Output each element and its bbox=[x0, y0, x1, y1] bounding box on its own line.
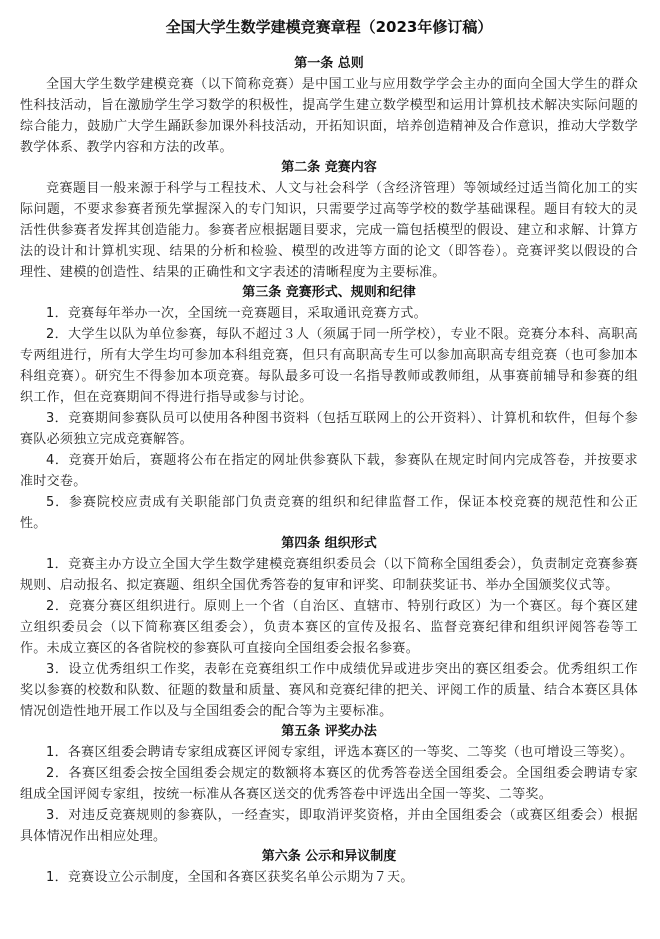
article-paragraph: 2．竞赛分赛区组织进行。原则上一个省（自治区、直辖市、特别行政区）为一个赛区。每个赛区建立组织委员会（以下简称赛区组委会），负责本赛区的宣传及报名、监督竞赛纪律和组织评阅答卷等工作。未成立赛区的各省院校的参赛队可直接向全国组委会报名参赛。 bbox=[20, 599, 638, 656]
article-heading: 第三条 竞赛形式、规则和纪律 bbox=[242, 285, 416, 300]
article-heading: 第一条 总则 bbox=[294, 56, 364, 71]
article-3 bbox=[20, 283, 638, 534]
article-1 bbox=[20, 54, 638, 158]
article-2 bbox=[20, 158, 638, 283]
article-heading: 第四条 组织形式 bbox=[281, 536, 377, 551]
article-4 bbox=[20, 534, 638, 722]
article-paragraph: 1．竞赛主办方设立全国大学生数学建模竞赛组织委员会（以下简称全国组委会），负责制定竞赛参赛规则、启动报名、拟定赛题、组织全国优秀答卷的复审和评奖、印制获奖证书、举办全国颁奖仪式等。 bbox=[20, 557, 638, 593]
article-paragraph: 全国大学生数学建模竞赛（以下简称竞赛）是中国工业与应用数学学会主办的面向全国大学生的群众性科技活动，旨在激励学生学习数学的积极性，提高学生建立数学模型和运用计算机技术解决实际问题的综合能力，鼓励广大学生踊跃参加课外科技活动，开拓知识面，培养创造精神及合作意识，推动大学数学教学体系、教学内容和方法的改革。 bbox=[20, 77, 638, 155]
article-paragraph: 2．大学生以队为单位参赛，每队不超过３人（须属于同一所学校），专业不限。竞赛分本科、高职高专两组进行，所有大学生均可参加本科组竞赛，但只有高职高专生可以参加高职高专组竞赛（也可参加本科组竞赛）。研究生不得参加本项竞赛。每队最多可设一名指导教师或教师组，从事赛前辅导和参赛的组织工作，但在竞赛期间不得进行指导或参与讨论。 bbox=[20, 327, 638, 405]
document-title: 全国大学生数学建模竞赛章程（2023年修订稿） bbox=[165, 18, 493, 36]
article-6 bbox=[20, 847, 638, 888]
article-paragraph: 3．设立优秀组织工作奖，表彰在竞赛组织工作中成绩优异或进步突出的赛区组委会。优秀组织工作奖以参赛的校数和队数、征题的数量和质量、赛风和竞赛纪律的把关、评阅工作的质量、结合本赛区具体情况创造性地开展工作以及与全国组委会的配合等为主要标准。 bbox=[20, 662, 638, 719]
article-paragraph: 5．参赛院校应责成有关职能部门负责竞赛的组织和纪律监督工作，保证本校竞赛的规范性和公正性。 bbox=[20, 495, 638, 531]
article-paragraph: 竞赛题目一般来源于科学与工程技术、人文与社会科学（含经济管理）等领域经过适当简化加工的实际问题，不要求参赛者预先掌握深入的专门知识，只需要学过高等学校的数学基础课程。题目有较大的灵活性供参赛者发挥其创造能力。参赛者应根据题目要求，完成一篇包括模型的假设、建立和求解、计算方法的设计和计算机实现、结果的分析和检验、模型的改进等方面的论文（即答卷）。竞赛评奖以假设的合理性、建模的创造性、结果的正确性和文字表述的清晰程度为主要标准。 bbox=[20, 181, 638, 280]
article-paragraph: 4．竞赛开始后，赛题将公布在指定的网址供参赛队下载，参赛队在规定时间内完成答卷，并按要求准时交卷。 bbox=[20, 453, 638, 489]
article-paragraph: 3．竞赛期间参赛队员可以使用各种图书资料（包括互联网上的公开资料）、计算机和软件，但每个参赛队必须独立完成竞赛解答。 bbox=[20, 411, 638, 447]
article-paragraph: 2．各赛区组委会按全国组委会规定的数额将本赛区的优秀答卷送全国组委会。全国组委会聘请专家组成全国评阅专家组，按统一标准从各赛区送交的优秀答卷中评选出全国一等奖、二等奖。 bbox=[20, 766, 638, 802]
article-paragraph: 3．对违反竞赛规则的参赛队，一经查实，即取消评奖资格，并由全国组委会（或赛区组委会）根据具体情况作出相应处理。 bbox=[20, 808, 638, 844]
article-heading: 第六条 公示和异议制度 bbox=[261, 849, 397, 864]
article-heading: 第五条 评奖办法 bbox=[281, 724, 377, 739]
article-paragraph: 1．竞赛设立公示制度，全国和各赛区获奖名单公示期为７天。 bbox=[46, 870, 414, 885]
article-paragraph: 1．各赛区组委会聘请专家组成赛区评阅专家组，评选本赛区的一等奖、二等奖（也可增设三等奖）。 bbox=[46, 745, 634, 760]
article-paragraph: 1．竞赛每年举办一次，全国统一竞赛题目，采取通讯竞赛方式。 bbox=[46, 306, 427, 321]
article-heading: 第二条 竞赛内容 bbox=[281, 160, 377, 175]
article-5 bbox=[20, 722, 638, 847]
